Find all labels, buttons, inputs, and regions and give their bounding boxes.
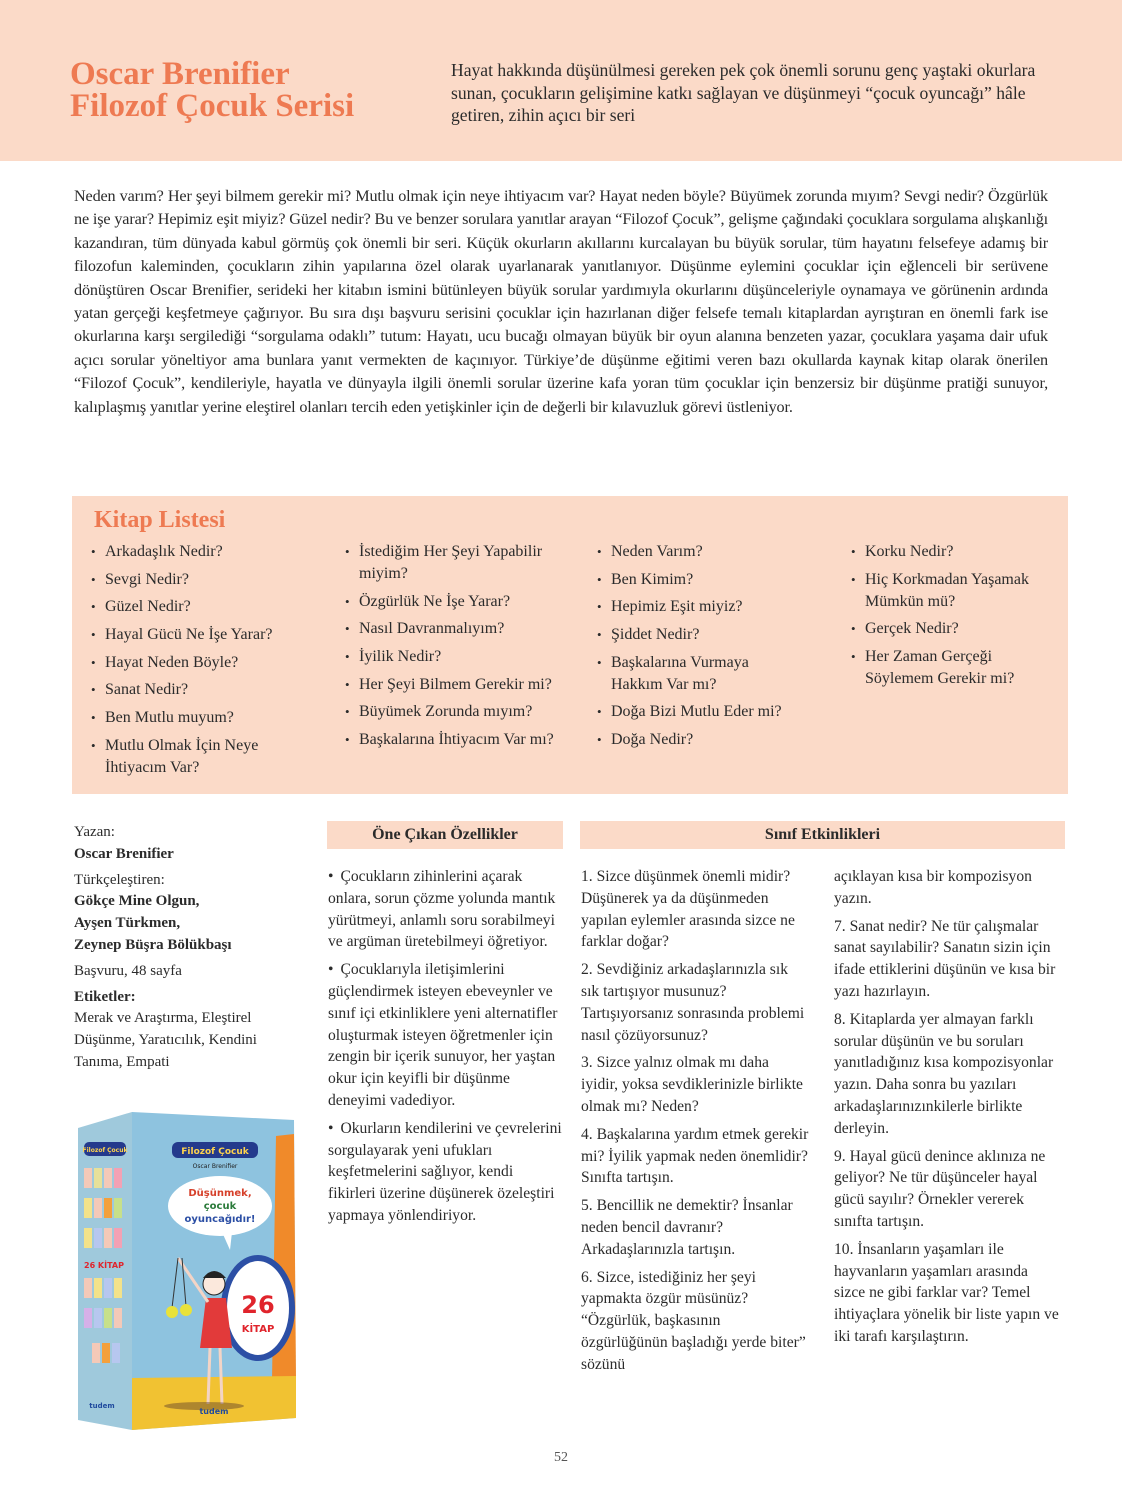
- author-label: Yazan:: [74, 824, 115, 840]
- feature-text: Çocuklarıyla iletişimlerini güçlendirmek isteyen ebeveynler ve sınıf içi etkinliklere yeni alternatifler oluşturmak isteyen öğretmenler için zengin bir içerik sunuyor, her yaştan okur için keyifli bir düşünme deneyimi vadediyor.: [328, 961, 558, 1109]
- book-list-item: • Ben Kimim?: [597, 569, 847, 591]
- book-list-column-1: [91, 541, 341, 785]
- format-info: Başvuru, 48 sayfa: [74, 962, 182, 979]
- translator-name: Zeynep Büşra Bölükbaşı: [74, 936, 232, 953]
- front-series-label: Filozof Çocuk: [181, 1147, 249, 1157]
- activity-item: 10. İnsanların yaşamları ile hayvanların yaşamları arasında sizce ne gibi farklar var? Temel ihtiyaçlara yönelik bir liste yapın ve iki tarafı karşılaştırın.: [834, 1240, 1059, 1345]
- speech-line-1: Düşünmek,: [188, 1188, 252, 1199]
- translator-label: Türkçeleştiren:: [74, 871, 165, 888]
- box-spine: [78, 1112, 132, 1430]
- book-list-item: • Hiç Korkmadan Yaşamak Mümkün mü?: [851, 569, 1061, 613]
- book-list-item: • Büyümek Zorunda mıyım?: [345, 701, 595, 723]
- activity-item: 9. Hayal gücü denince aklınıza ne geliyor? Ne tür düşünceler hayal gücü sayılır? Örnekler vererek sınıfta tartışın.: [834, 1147, 1046, 1230]
- activity-item: 5. Bencillik ne demektir? İnsanlar neden bencil davranır? Arkadaşlarınızla tartışın.: [581, 1197, 793, 1258]
- book-list-column-4: [851, 541, 1101, 696]
- bullet-icon: •: [328, 961, 334, 979]
- activity-item: 6. Sizce, istediğiniz her şeyi yapmakta özgür müsünüz? “Özgürlük, başkasının özgürlüğünün başladığı yerde biter” sözünü: [581, 1268, 806, 1373]
- book-list-item: • Özgürlük Ne İşe Yarar?: [345, 591, 595, 613]
- book-list-column-2: [345, 541, 595, 757]
- bullet-icon: •: [328, 868, 334, 885]
- drum-count-label: KİTAP: [241, 1324, 275, 1335]
- translator-name: Gökçe Mine Olgun,: [74, 893, 200, 910]
- front-publisher: tudem: [199, 1407, 229, 1416]
- series-title-name: Filozof Çocuk: [70, 88, 268, 124]
- book-list-item: • Neden Varım?: [597, 541, 847, 563]
- book-list-item: • Her Şeyi Bilmem Gerekir mi?: [345, 674, 595, 696]
- front-author: Oscar Brenifier: [192, 1163, 238, 1170]
- spine-series-label: Filozof Çocuk: [82, 1147, 128, 1154]
- series-title-author: Oscar Brenifier: [70, 56, 290, 92]
- book-list-item: • Başkalarına Vurmaya Hakkım Var mı?: [597, 652, 787, 696]
- book-list-title: Kitap Listesi: [94, 507, 226, 533]
- feature-text: Okurların kendilerini ve çevrelerini sorgulayarak yeni ufukları keşfetmelerini sağlıyor, kendi fikirleri üzerine düşünerek özeleştiri yapmaya yönlendiriyor.: [328, 1119, 562, 1224]
- book-list-item: • İstediğim Her Şeyi Yapabilir miyim?: [345, 541, 575, 585]
- book-list-item: • Gerçek Nedir?: [851, 618, 1101, 640]
- book-list-column-3: [597, 541, 847, 757]
- spine-count: 26 KİTAP: [84, 1261, 124, 1270]
- book-list-item: • Güzel Nedir?: [91, 596, 341, 618]
- book-list-item: • Hayat Neden Böyle?: [91, 652, 341, 674]
- book-list-item: • Arkadaşlık Nedir?: [91, 541, 341, 563]
- features-list: [328, 866, 564, 1233]
- activity-item: 8. Kitaplarda yer almayan farklı sorular düşünün ve bu soruları yanıtladığınız kısa kompozisyonlar yazın. Daha sonra bu yazıları arkadaşlarınızınkilerle birlikte derleyin.: [834, 1010, 1054, 1137]
- series-tagline: Hayat hakkında düşünülmesi gereken pek çok önemli sorunu genç yaştaki okurlara sunan, çocukların gelişimine katkı sağlayan ve düşünmeyi “çocuk oyuncağı” hâle getiren, zihin açıcı bir seri: [451, 60, 1036, 125]
- book-list-item: • Her Zaman Gerçeği Söylemem Gerekir mi?: [851, 646, 1051, 690]
- page-number: 52: [554, 1450, 568, 1465]
- book-list-item: • Başkalarına İhtiyacım Var mı?: [345, 729, 595, 751]
- tags-list: Merak ve Araştırma, Eleştirel Düşünme, Yaratıcılık, Kendini Tanıma, Empati: [74, 1010, 257, 1070]
- box-set-image: [74, 1108, 298, 1436]
- translator-name: Ayşen Türkmen,: [74, 915, 181, 932]
- feature-item: [328, 866, 564, 953]
- drum-count: 26: [241, 1291, 275, 1319]
- book-list-panel: [72, 496, 1068, 794]
- feature-item: [328, 959, 564, 1112]
- book-list-item: • Hepimiz Eşit miyiz?: [597, 596, 847, 618]
- speech-line-2: çocuk: [203, 1201, 237, 1212]
- book-list-item: • Sevgi Nedir?: [91, 569, 341, 591]
- book-list-item: • Mutlu Olmak İçin Neye İhtiyacım Var?: [91, 735, 291, 779]
- book-list-item: • Ben Mutlu muyum?: [91, 707, 341, 729]
- book-list-item: • Şiddet Nedir?: [597, 624, 847, 646]
- speech-line-3: oyuncağıdır!: [184, 1214, 256, 1225]
- activity-item: 4. Başkalarına yardım etmek gerekir mi? İyilik yapmak neden önemlidir? Sınıfta tartışın.: [581, 1125, 809, 1187]
- book-list-item: • Doğa Bizi Mutlu Eder mi?: [597, 701, 847, 723]
- activity-item: 1. Sizce düşünmek önemli midir? Düşünerek ya da düşünmeden yapılan eylemler arasında sizce ne farklar doğar?: [581, 868, 795, 951]
- book-list-item: • İyilik Nedir?: [345, 646, 595, 668]
- activities-heading: Sınıf Etkinlikleri: [580, 821, 1065, 849]
- book-list-item: • Korku Nedir?: [851, 541, 1101, 563]
- feature-text: Çocukların zihinlerini açarak onlara, sorun çözme yolunda mantık yürütmeyi, anlamlı soru sorabilmeyi ve argüman üretebilmeyi öğretiyor.: [328, 868, 556, 951]
- activity-item: 3. Sizce yalnız olmak mı daha iyidir, yoksa sevdiklerinizle birlikte olmak mı? Neden?: [581, 1054, 803, 1115]
- activities-column-1: [581, 866, 809, 1382]
- book-list-item: • Doğa Nedir?: [597, 729, 847, 751]
- activities-column-2: [834, 866, 1062, 1354]
- activity-item: 2. Sevdiğiniz arkadaşlarınızla sık sık tartışıyor musunuz? Tartışıyorsanız sonrasında problemi nasıl çözüyorsunuz?: [581, 961, 805, 1044]
- book-list-item: • Hayal Gücü Ne İşe Yarar?: [91, 624, 341, 646]
- series-title-suffix: Serisi: [267, 88, 355, 124]
- series-title: [70, 58, 354, 122]
- intro-paragraph: Neden varım? Her şeyi bilmem gerekir mi? Mutlu olmak için neye ihtiyacım var? Hayat neden böyle? Büyümek zorunda mıyım? Sevgi nedir? Özgürlük ne işe yarar? Hepimiz eşit miyiz? Güzel nedir? Bu ve benzer sorulara yanıtlar arayan “Filozof Çocuk”, gelişme çağındaki çocuklara sorgulama alışkanlığı kazandıran, tüm dünyada kabul görmüş çok önemli bir seri. Küçük okurların akıllarını kurcalayan bu büyük sorular, tüm hayatını felsefeye adamış bir filozofun kaleminden, çocukların zihin yapılarına özel olarak uyarlanarak yanıtlanıyor. Düşünme eylemini çocuklar için eğlenceli bir serüvene dönüştüren Oscar Brenifier, serideki her kitabın ismini bütünleyen büyük sorular yardımıyla okurlarını düşünceleriyle oynamaya ve görünenin ardında yatan gerçeği keşfetmeye çağırıyor. Bu sıra dışı başvuru serisini çocuklar için hazırlanan diğer felsefe temalı kitaplardan ayrıştıran en önemli fark ise okurlarına karşı sergilediği “sorgulama odaklı” tutum: Hayatı, ucu bucağı olmayan büyük bir oyun alanına benzeten yazar, çocuklara yaşama dair ufuk açıcı sorular yöneltiyor ama bunlara yanıt vermekten de kaçınıyor. Türkiye’de düşünme eğitimi veren bazı okullarda kaynak kitap olarak önerilen “Filozof Çocuk”, kendileriyle, hayatla ve dünyayla ilgili önemli sorular üzerine kafa yoran tüm çocuklar için benzersiz bir düşünme pratiği sunuyor, kalıplaşmış yanıtlar yerine eleştirel olanları tercih eden yetişkinler için de değerli bir kılavuzluk görevi üstleniyor.: [74, 187, 1048, 416]
- book-metadata: [74, 822, 304, 1074]
- author-name: Oscar Brenifier: [74, 845, 174, 862]
- book-list-item: • Sanat Nedir?: [91, 679, 341, 701]
- activity-item: açıklayan kısa bir kompozisyon yazın.: [834, 868, 1032, 907]
- activity-item: 7. Sanat nedir? Ne tür çalışmalar sanat sayılabilir? Sanatın sizin için ifade ettiklerini düşünün ve kısa bir yazı hazırlayın.: [834, 917, 1056, 1000]
- feature-item: [328, 1118, 564, 1227]
- bullet-icon: •: [328, 1119, 334, 1137]
- book-list-item: • Nasıl Davranmalıyım?: [345, 618, 595, 640]
- tags-label: Etiketler:: [74, 988, 136, 1005]
- features-heading: Öne Çıkan Özellikler: [327, 821, 563, 849]
- spine-publisher: tudem: [89, 1402, 115, 1410]
